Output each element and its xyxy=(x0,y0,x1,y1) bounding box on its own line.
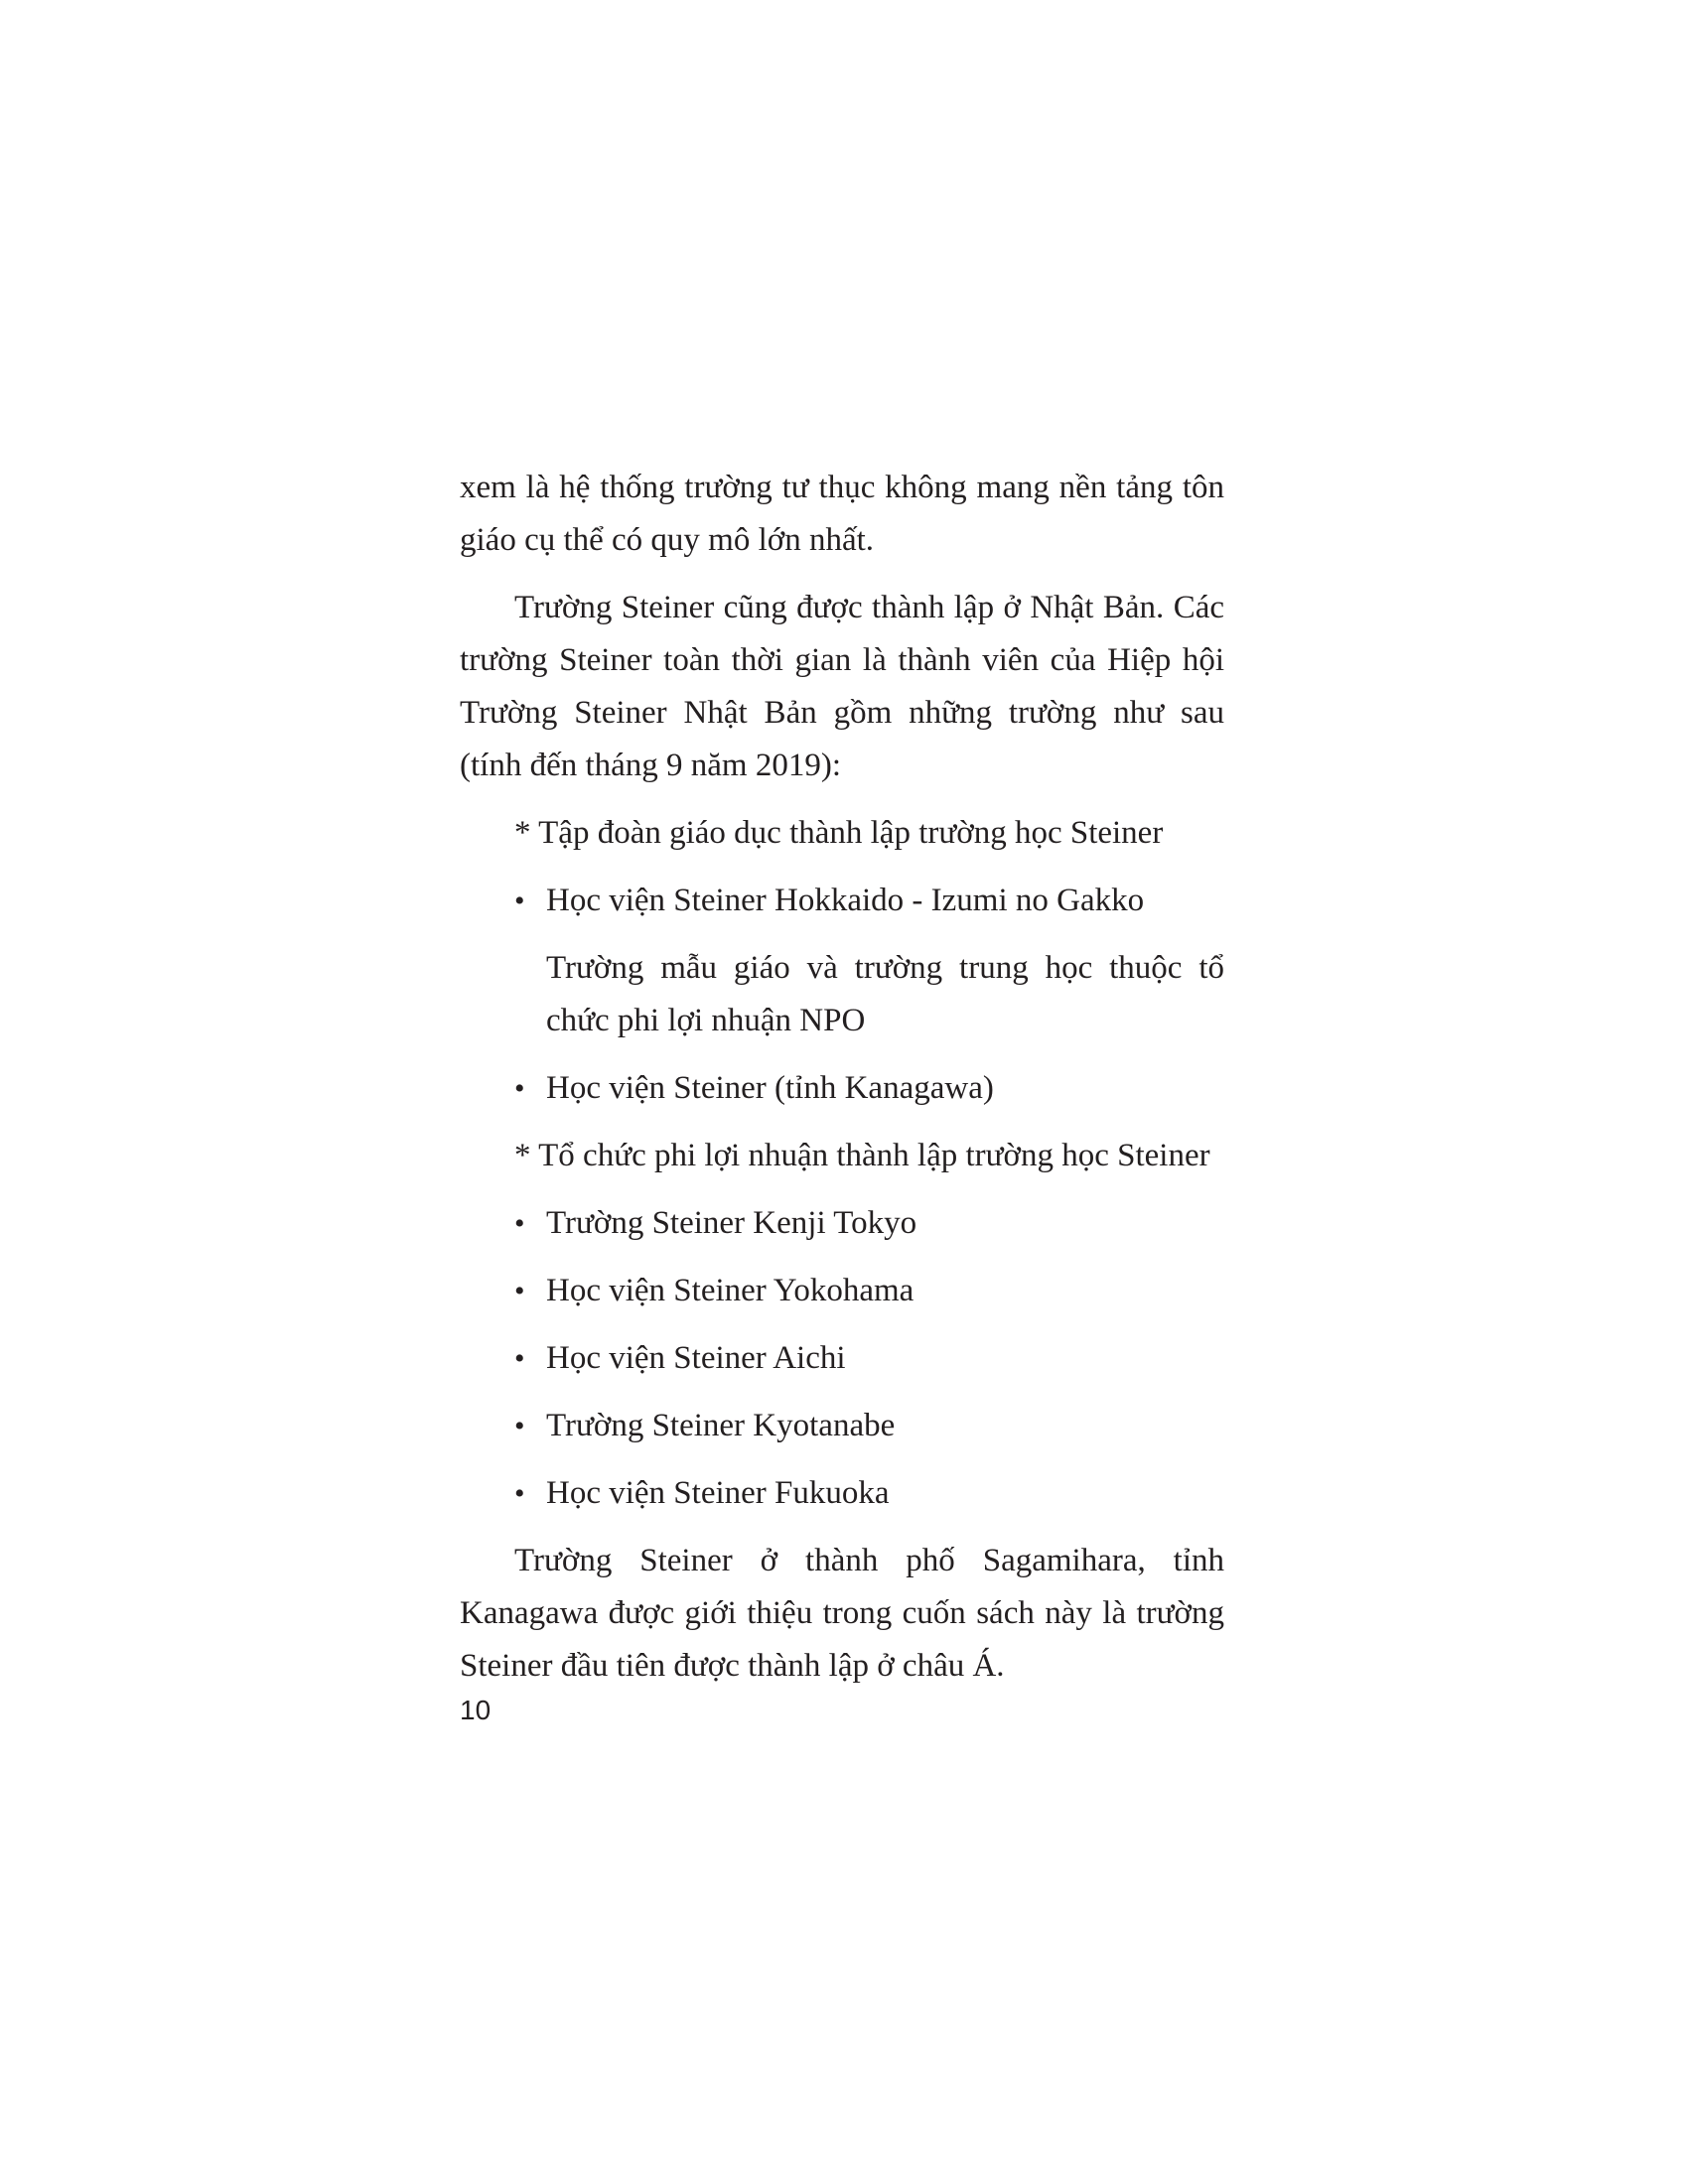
list-item xyxy=(460,1332,1224,1385)
bullet-icon: • xyxy=(514,1410,525,1442)
list-item xyxy=(460,875,1224,927)
list-item-label: Trường Steiner Kenji Tokyo xyxy=(546,1205,917,1241)
list-item-label: Học viện Steiner Fukuoka xyxy=(546,1475,890,1511)
bullet-icon: • xyxy=(514,1275,525,1307)
list-item xyxy=(460,1197,1224,1250)
list-item-label: Học viện Steiner Hokkaido - Izumi no Gakko xyxy=(546,883,1145,918)
group-heading-education-corporation: * Tập đoàn giáo dục thành lập trường học Steiner xyxy=(514,815,1164,851)
list-item-label: Trường Steiner Kyotanabe xyxy=(546,1408,896,1443)
bullet-icon: • xyxy=(514,1207,525,1240)
list-item-note: Trường mẫu giáo và trường trung học thuộc tổ chức phi lợi nhuận NPO xyxy=(546,950,1224,1038)
list-item xyxy=(460,1265,1224,1317)
paragraph-steiner-japan: Trường Steiner cũng được thành lập ở Nhật Bản. Các trường Steiner toàn thời gian là thành viên của Hiệp hội Trường Steiner Nhật Bản gồm những trường như sau (tính đến tháng 9 năm 2019): xyxy=(460,590,1224,783)
list-item xyxy=(460,1062,1224,1115)
paragraph-continued: xem là hệ thống trường tư thục không mang nền tảng tôn giáo cụ thể có quy mô lớn nhất. xyxy=(460,470,1224,558)
list-item xyxy=(460,1400,1224,1452)
body-text xyxy=(460,462,1224,1707)
group-heading-npo: * Tổ chức phi lợi nhuận thành lập trường học Steiner xyxy=(514,1138,1210,1173)
bullet-icon: • xyxy=(514,1477,525,1510)
bullet-icon: • xyxy=(514,885,525,917)
paragraph-sagamihara: Trường Steiner ở thành phố Sagamihara, tỉnh Kanagawa được giới thiệu trong cuốn sách này là trường Steiner đầu tiên được thành lập ở châu Á. xyxy=(460,1543,1224,1684)
bullet-icon: • xyxy=(514,1072,525,1105)
list-item-label: Học viện Steiner (tỉnh Kanagawa) xyxy=(546,1070,994,1106)
list-item-label: Học viện Steiner Aichi xyxy=(546,1340,846,1376)
list-item-label: Học viện Steiner Yokohama xyxy=(546,1273,914,1308)
bullet-icon: • xyxy=(514,1342,525,1375)
list-item xyxy=(460,1467,1224,1520)
page-number: 10 xyxy=(460,1695,492,1725)
